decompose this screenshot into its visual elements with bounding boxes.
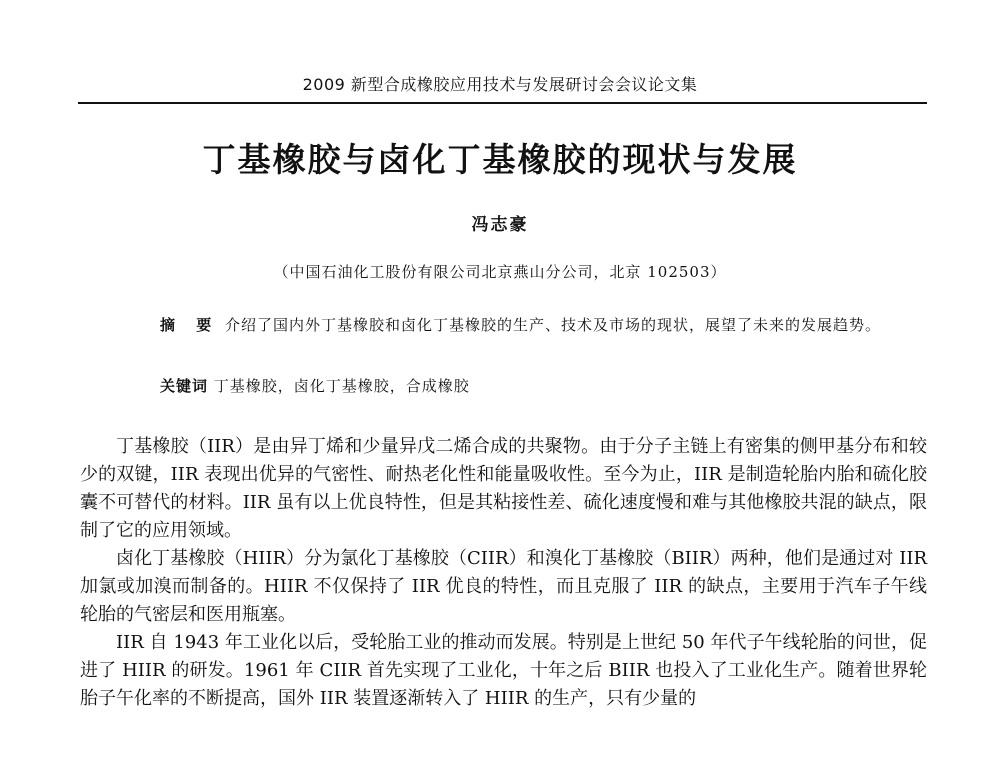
running-header: 2009 新型合成橡胶应用技术与发展研讨会会议论文集: [302, 75, 698, 94]
keywords: [160, 373, 900, 400]
keywords-label: 关键词: [160, 377, 209, 395]
abstract-label: 摘 要: [160, 316, 220, 334]
abstract: [120, 312, 900, 339]
paper-title: 丁基橡胶与卤化丁基橡胶的现状与发展: [202, 140, 798, 179]
header-rule: [78, 102, 927, 104]
keywords-text: 丁基橡胶，卤化丁基橡胶，合成橡胶: [213, 377, 470, 395]
body-paragraph-2: 卤化丁基橡胶（HIIR）分为氯化丁基橡胶（CIIR）和溴化丁基橡胶（BIIR）两种，他们是通过对 IIR 加氯或加溴而制备的。HIIR 不仅保持了 IIR 优良的特性，而且克服了 IIR 的缺点，主要用于汽车子午线轮胎的气密层和医用瓶塞。: [80, 548, 927, 625]
abstract-text: 介绍了国内外丁基橡胶和卤化丁基橡胶的生产、技术及市场的现状，展望了未来的发展趋势。: [225, 316, 882, 334]
author-affiliation: （中国石油化工股份有限公司北京燕山分公司，北京 102503）: [273, 263, 727, 281]
body-paragraph-1: 丁基橡胶（IIR）是由异丁烯和少量异戊二烯合成的共聚物。由于分子主链上有密集的侧甲基分布和较少的双键，IIR 表现出优异的气密性、耐热老化性和能量吸收性。至今为止，IIR 是制造轮胎内胎和硫化胶囊不可替代的材料。IIR 虽有以上优良特性，但是其粘接性差、硫化速度慢和难与其他橡胶共混的缺点，限制了它的应用领域。: [80, 436, 927, 541]
body-text: [80, 433, 927, 713]
body-paragraph-3: IIR 自 1943 年工业化以后，受轮胎工业的推动而发展。特别是上世纪 50 年代子午线轮胎的问世，促进了 HIIR 的研发。1961 年 CIIR 首先实现了工业化，十年之后 BIIR 也投入了工业化生产。随着世界轮胎子午化率的不断提高，国外 IIR 装置逐渐转入了 HIIR 的生产，只有少量的: [80, 632, 927, 709]
author-name: 冯志豪: [471, 215, 529, 235]
